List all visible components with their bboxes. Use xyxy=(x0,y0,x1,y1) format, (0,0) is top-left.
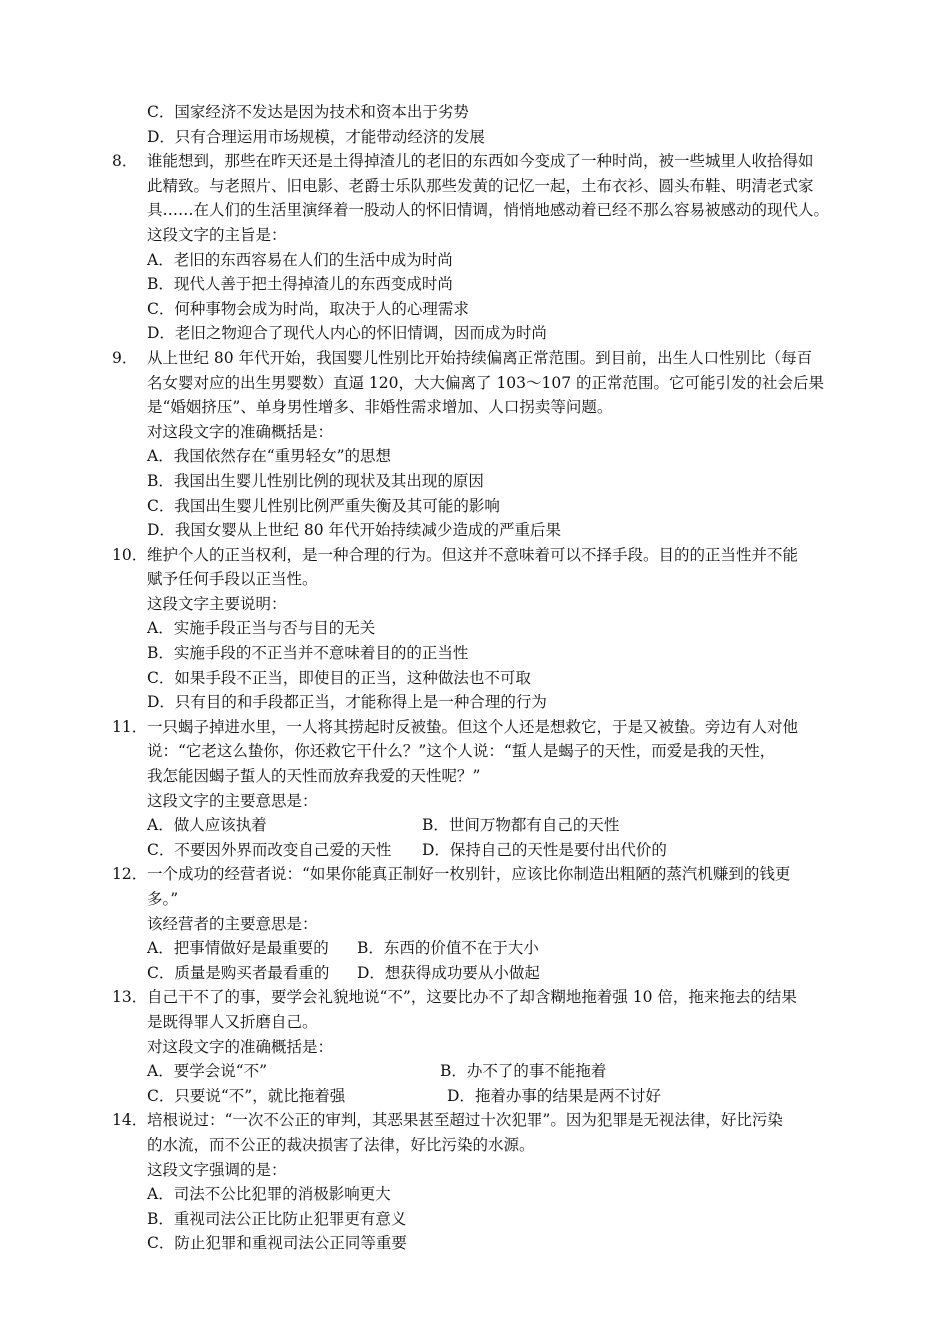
q14-stem-line xyxy=(112,1108,872,1133)
q11-option-d: D．保持自己的天性是要付出代价的 xyxy=(422,840,667,859)
q12-option-a: A．把事情做好是最重要的 xyxy=(147,939,329,958)
q13-option-row xyxy=(112,1084,872,1109)
q11-stem-text: 一只蝎子掉进水里，一人将其捞起时反被蛰。但这个人还是想救它，于是又被蛰。旁边有人对他 xyxy=(147,717,799,736)
q12-prompt: 该经营者的主要意思是： xyxy=(147,914,318,933)
question-14 xyxy=(112,1108,872,1256)
q14-stem-text: 培根说过：“一次不公正的审判，其恶果甚至超过十次犯罪”。因为犯罪是无视法律，好比污染 xyxy=(147,1111,783,1130)
q13-stem-line: 是既得罪人又折磨自己。 xyxy=(147,1012,318,1031)
q12-option-c: C．质量是购买者最看重的 xyxy=(147,963,330,982)
q10-prompt: 这段文字主要说明： xyxy=(147,594,287,613)
q13-stem-line xyxy=(112,985,872,1010)
q8-stem-text: 谁能想到，那些在昨天还是土得掉渣儿的老旧的东西如今变成了一种时尚，被一些城里人收拾得如 xyxy=(147,152,814,171)
question-12 xyxy=(112,862,872,985)
q13-option-a: A．要学会说“不” xyxy=(147,1062,268,1081)
q11-option-a: A．做人应该执着 xyxy=(147,816,267,835)
q11-option-c: C．不要因外界而改变自己爱的天性 xyxy=(147,840,392,859)
q9-number: 9． xyxy=(112,348,138,367)
q11-stem-line xyxy=(112,715,872,740)
q14-stem-line: 的水流，而不公正的裁决损害了法律，好比污染的水源。 xyxy=(147,1135,535,1154)
q12-stem-text: 一个成功的经营者说：“如果你能真正制好一枚别针，应该比你制造出粗陋的蒸汽机赚到的钱更 xyxy=(147,865,791,884)
q8-option-b: B．现代人善于把土得掉渣儿的东西变成时尚 xyxy=(147,275,453,294)
q13-option-d: D．拖着办事的结果是两不讨好 xyxy=(447,1086,661,1105)
q8-prompt: 这段文字的主旨是： xyxy=(147,225,287,244)
q14-number: 14． xyxy=(112,1111,148,1130)
q10-stem-line xyxy=(112,543,872,568)
q9-stem-line xyxy=(112,346,872,371)
q7-option-d: D．只有合理运用市场规模，才能带动经济的发展 xyxy=(147,127,485,146)
q14-option-b: B．重视司法公正比防止犯罪更有意义 xyxy=(147,1209,407,1228)
q14-option-a: A．司法不公比犯罪的消极影响更大 xyxy=(147,1185,391,1204)
q13-stem-text: 自己干不了的事，要学会礼貌地说“不”，这要比办不了却含糊地拖着强 10 倍，拖来拖去的结果 xyxy=(147,988,797,1007)
q9-option-a: A．我国依然存在“重男轻女”的思想 xyxy=(147,447,392,466)
question-8 xyxy=(112,149,872,346)
q10-stem-text: 维护个人的正当权利，是一种合理的行为。但这并不意味着可以不择手段。目的的正当性并不能 xyxy=(147,545,799,564)
q13-prompt: 对这段文字的准确概括是： xyxy=(147,1037,334,1056)
q11-option-b: B．世间万物都有自己的天性 xyxy=(422,816,620,835)
q11-number: 11． xyxy=(112,717,148,736)
q8-option-d: D．老旧之物迎合了现代人内心的怀旧情调，因而成为时尚 xyxy=(147,324,547,343)
q10-option-c: C．如果手段不正当，即使目的正当，这种做法也不可取 xyxy=(147,668,531,687)
q13-option-c: C．只要说“不”，就比拖着强 xyxy=(147,1086,346,1105)
q8-option-c: C．何种事物会成为时尚，取决于人的心理需求 xyxy=(147,299,469,318)
q12-stem-line: 多。” xyxy=(147,890,179,908)
question-13 xyxy=(112,985,872,1108)
q12-option-b: B．东西的价值不在于大小 xyxy=(357,939,539,958)
q9-stem-line: 名女婴对应的出生男婴数）直逼 120，大大偏离了 103～107 的正常范围。它可能引发的社会后果 xyxy=(147,373,825,392)
q9-option-b: B．我国出生婴儿性别比例的现状及其出现的原因 xyxy=(147,471,484,490)
q8-stem-line: 此精致。与老照片、旧电影、老爵士乐队那些发黄的记忆一起，土布衣衫、圆头布鞋、明清老式家 xyxy=(147,176,814,195)
q10-option-b: B．实施手段的不正当并不意味着目的的正当性 xyxy=(147,644,469,663)
q11-stem-line: 我怎能因蝎子蜇人的天性而放弃我爱的天性呢？” xyxy=(147,767,481,786)
q10-option-d: D．只有目的和手段都正当，才能称得上是一种合理的行为 xyxy=(147,693,547,712)
q10-stem-line: 赋予任何手段以正当性。 xyxy=(147,570,318,589)
q8-option-a: A．老旧的东西容易在人们的生活中成为时尚 xyxy=(147,250,453,269)
q13-option-row xyxy=(112,1059,872,1084)
q9-stem-text: 从上世纪 80 年代开始，我国婴儿性别比开始持续偏离正常范围。到目前，出生人口性别比（每百 xyxy=(147,348,813,367)
q12-option-row xyxy=(112,936,872,961)
q13-option-b: B．办不了的事不能拖着 xyxy=(440,1062,607,1081)
q11-option-row xyxy=(112,813,872,838)
q9-prompt: 对这段文字的准确概括是： xyxy=(147,422,334,441)
question-list xyxy=(112,100,872,1256)
question-11 xyxy=(112,715,872,863)
q8-stem-line xyxy=(112,149,872,174)
q12-option-row xyxy=(112,961,872,986)
q14-prompt: 这段文字强调的是： xyxy=(147,1160,287,1179)
q12-option-d: D．想获得成功要从小做起 xyxy=(357,963,540,982)
q11-prompt: 这段文字的主要意思是： xyxy=(147,791,318,810)
q10-number: 10． xyxy=(112,545,148,564)
q9-stem-line: 是“婚姻挤压”、单身男性增多、非婚性需求增加、人口拐卖等问题。 xyxy=(147,398,613,417)
q12-stem-line xyxy=(112,862,872,887)
q9-option-c: C．我国出生婴儿性别比例严重失衡及其可能的影响 xyxy=(147,496,500,515)
q10-option-a: A．实施手段正当与否与目的无关 xyxy=(147,619,376,638)
q11-stem-line: 说：“它老这么蛰你，你还救它干什么？”这个人说：“蜇人是蝎子的天性，而爱是我的天性， xyxy=(147,742,776,761)
q8-number: 8． xyxy=(112,152,138,171)
question-9 xyxy=(112,346,872,543)
q12-number: 12． xyxy=(112,865,148,884)
q14-option-c: C．防止犯罪和重视司法公正同等重要 xyxy=(147,1234,407,1253)
q9-option-d: D．我国女婴从上世纪 80 年代开始持续减少造成的严重后果 xyxy=(147,521,562,540)
q8-stem-line: 具……在人们的生活里演绎着一股动人的怀旧情调，悄悄地感动着已经不那么容易被感动的现代人。 xyxy=(147,201,830,220)
q7-option-c: C．国家经济不发达是因为技术和资本出于劣势 xyxy=(147,103,469,121)
q13-number: 13． xyxy=(112,988,148,1007)
q11-option-row xyxy=(112,838,872,863)
question-10 xyxy=(112,543,872,715)
